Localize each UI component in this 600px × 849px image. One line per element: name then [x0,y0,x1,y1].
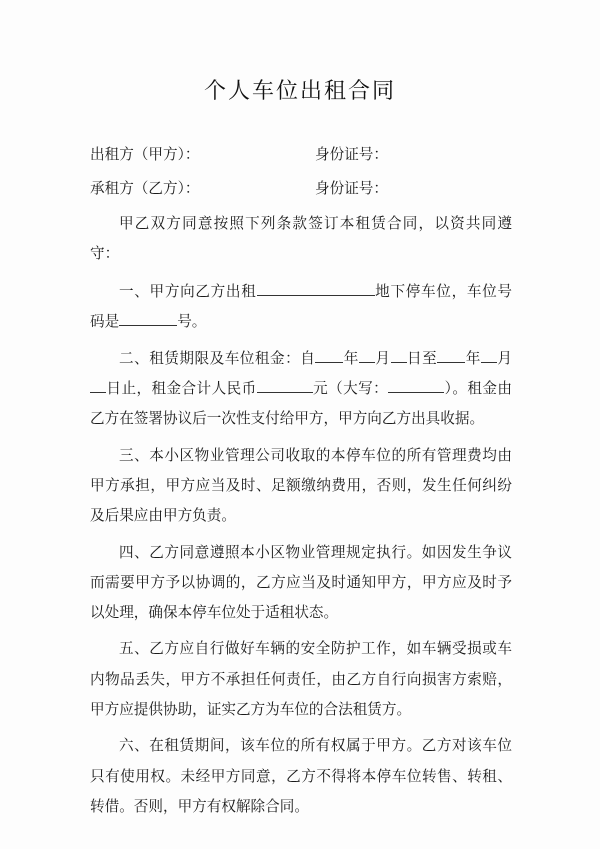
clause-3: 三、本小区物业管理公司收取的本停车位的所有管理费均由甲方承担，甲方应当及时、足额缴纳费用，否则，发生任何纠纷及后果应由甲方负责。 [90,446,512,525]
year-label: 年 [465,349,481,367]
location-blank [257,281,375,296]
clause-1-text-a: 一、甲方向乙方出租 [119,283,257,301]
clause-2-text-b: 日止，租金合计人民币 [106,380,257,398]
intro-paragraph: 甲乙双方同意按照下列条款签订本租赁合同，以资共同遵守： [90,214,512,262]
document-title: 个人车位出租合同 [203,79,396,104]
lessee-label: 承租方（乙方）： [90,180,200,198]
clause-1-text-c: 号。 [177,313,207,331]
start-day-blank [391,348,407,363]
space-number-blank [119,311,177,326]
clause-6: 六、在租赁期间，该车位的所有权属于甲方。乙方对该车位只有使用权。未经甲方同意，乙方不得将本停车位转售、转租、转借。否则，甲方有权解除合同。 [90,737,512,815]
end-day-blank [90,378,106,393]
end-month-blank [481,348,497,363]
lessor-label: 出租方（甲方）： [90,146,200,163]
clause-1 [90,277,512,338]
clause-2-text-c: 元（大写： [312,380,389,398]
month-label: 月 [374,349,391,367]
end-year-blank [437,348,465,363]
day-to-label: 日至 [406,349,438,367]
clause-2-text-a: 二、租赁期限及车位租金：自 [119,349,316,367]
start-month-blank [359,348,375,363]
clause-2 [90,344,512,435]
document-body [90,140,512,828]
month-label: 月 [496,349,512,367]
year-label: 年 [343,349,359,367]
lessee-row [90,174,512,204]
start-year-blank [315,348,343,363]
rent-amount-blank [257,378,313,393]
clause-5: 五、乙方应自行做好车辆的安全防护工作，如车辆受损或车内物品丢失，甲方不承担任何责任，由乙方自行向损害方索赔，甲方应提供协助，证实乙方为车位的合法租赁方。 [90,640,512,719]
lessee-id-label: 身份证号： [315,180,388,198]
lessor-id-label: 身份证号： [315,146,388,163]
clause-4: 四、乙方同意遵照本小区物业管理规定执行。如因发生争议而需要甲方予以协调的，乙方应当及时通知甲方，甲方应及时予以处理，确保本停车位处于适租状态。 [90,543,512,622]
rent-amount-words-blank [388,378,444,393]
lessor-row [90,140,512,170]
clause-1-text-b: 地下停车位，车位号码是 [90,283,512,331]
clause-2-text-d: ）。租金由乙方在签署协议后一次性支付给甲方，甲方向乙方出具收据。 [90,380,512,428]
